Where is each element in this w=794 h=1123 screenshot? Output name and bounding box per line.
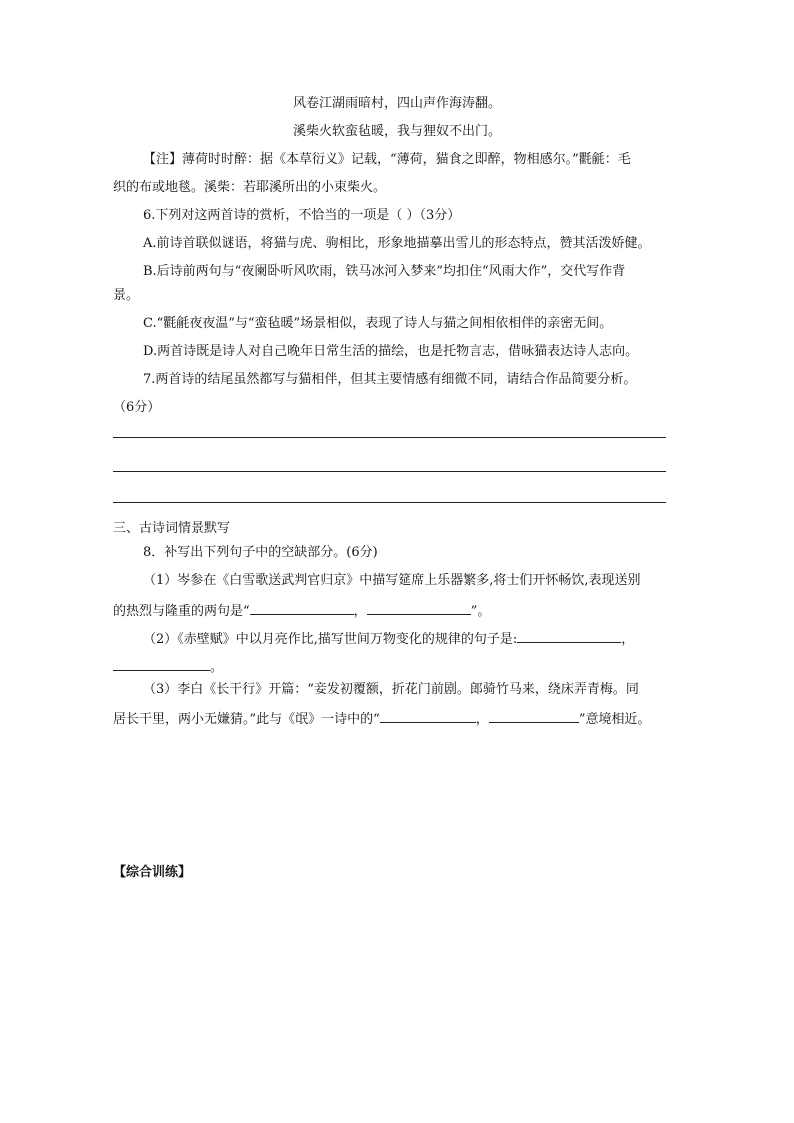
- question-8-item-2-line-1: [143, 628, 634, 649]
- item-1-text-c: ”。: [470, 604, 491, 619]
- comprehensive-training-heading: 【综合训练】: [113, 865, 192, 880]
- question-7-stem-line-2: （6分）: [113, 400, 161, 415]
- item-3-blank-1[interactable]: [380, 708, 476, 723]
- item-2-blank-2[interactable]: [113, 656, 210, 671]
- item-3-text-a: 居长干里，两小无嫌猜。”此与《氓》一诗中的“: [113, 712, 380, 727]
- item-3-blank-2[interactable]: [489, 708, 579, 723]
- answer-line-2[interactable]: [113, 471, 666, 472]
- question-8-item-1-line-1: （1）岑参在《白雪歌送武判官归京》中描写筵席上乐器繁多,将士们开怀畅饮,表现送别: [143, 573, 641, 588]
- item-1-text-b: ，: [353, 604, 367, 619]
- poem-line-2: 溪柴火软蛮毡暖，我与狸奴不出门。: [292, 124, 501, 139]
- question-7-stem-line-1: 7.两首诗的结尾虽然都写与猫相伴，但其主要情感有细微不同，请结合作品简要分析。: [143, 372, 637, 387]
- question-6-option-b-line-2: 景。: [113, 288, 140, 303]
- item-3-text-b: ，: [475, 712, 489, 727]
- question-6-option-d: D.两首诗既是诗人对自己晚年日常生活的描绘，也是托物言志，借咏猫表达诗人志向。: [143, 344, 639, 359]
- section-3-title: 三、古诗词情景默写: [113, 521, 231, 536]
- answer-line-3[interactable]: [113, 502, 666, 503]
- note-line-2: 织的布或地毯。溪柴：若耶溪所出的小束柴火。: [113, 180, 387, 195]
- question-8-item-3-line-2: [113, 708, 650, 729]
- note-line-1: 【注】薄荷时时醉：据《本草衍义》记载，“薄荷，猫食之即醉，物相感尔。”氍毹：毛: [143, 152, 631, 167]
- question-6-option-a: A.前诗首联似谜语，将猫与虎、驹相比，形象地描摹出雪儿的形态特点，赞其活泼娇健。: [143, 236, 651, 251]
- item-1-text-a: 的热烈与隆重的两句是“: [113, 604, 250, 619]
- item-2-text-c: 。: [210, 660, 224, 675]
- item-2-blank-1[interactable]: [517, 628, 621, 643]
- item-3-text-c: ”意境相近。: [578, 712, 651, 727]
- question-8-item-2-line-2: [113, 656, 223, 677]
- question-6-option-b-line-1: B.后诗前两句与“夜阑卧听风吹雨，铁马冰河入梦来”均扣住“风雨大作”，交代写作背: [143, 264, 626, 279]
- item-1-blank-2[interactable]: [367, 600, 471, 615]
- poem-line-1: 风卷江湖雨暗村，四山声作海涛翻。: [292, 96, 501, 111]
- item-1-blank-1[interactable]: [250, 600, 354, 615]
- item-2-text-a: （2）《赤壁赋》中以月亮作比,描写世间万物变化的规律的句子是:: [143, 632, 518, 647]
- answer-line-1[interactable]: [113, 437, 666, 438]
- item-2-text-b: ，: [621, 632, 635, 647]
- question-8-item-3-line-1: （3）李白《长干行》开篇：“妾发初覆额，折花门前剧。郎骑竹马来，绕床弄青梅。同: [143, 682, 639, 697]
- question-6-stem: 6.下列对这两首诗的赏析，不恰当的一项是（ ）（3分）: [143, 208, 461, 223]
- question-8-item-1-line-2: [113, 600, 490, 621]
- question-6-option-c: C.“氍毹夜夜温”与“蛮毡暖”场景相似，表现了诗人与猫之间相依相伴的亲密无间。: [143, 316, 613, 331]
- question-8-stem: 8．补写出下列句子中的空缺部分。(6分): [143, 545, 378, 560]
